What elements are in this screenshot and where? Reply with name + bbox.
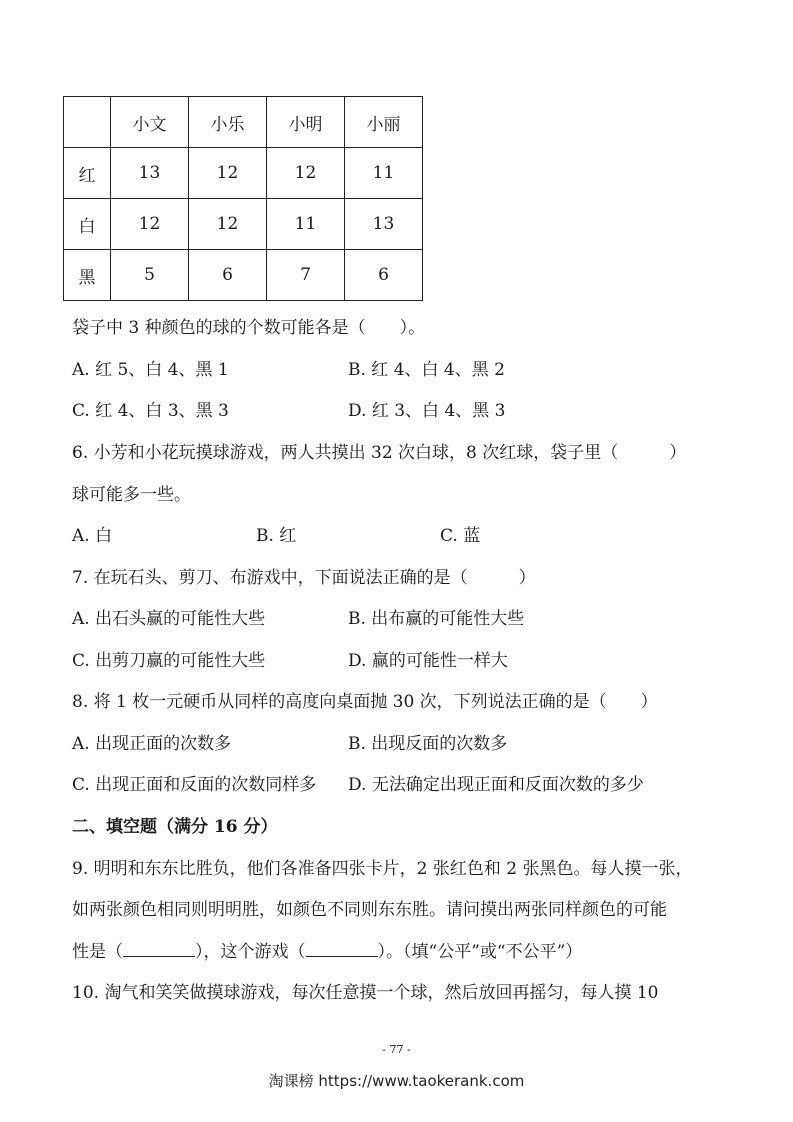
q8-stem: 8. 将 1 枚一元硬币从同样的高度向桌面抛 30 次，下列说法正确的是（ ） [72,692,658,712]
q8-option-b: B. 出现反面的次数多 [348,734,508,754]
table-header-row [64,97,423,148]
table-cell: 13 [111,148,189,199]
q6-stem-line-2: 球可能多一些。 [72,485,191,505]
table-row-label: 红 [64,148,111,199]
q6-stem-line-1: 6. 小芳和小花玩摸球游戏，两人共摸出 32 次白球，8 次红球，袋子里（ ） [72,443,687,463]
table-header-cell: 小文 [111,97,189,148]
q10-line-1: 10. 淘气和笑笑做摸球游戏，每次任意摸一个球，然后放回再摇匀，每人摸 10 [72,983,659,1003]
table-cell: 11 [267,199,345,250]
table-header-cell: 小乐 [189,97,267,148]
q9-line-2: 如两张颜色相同则明明胜，如颜色不同则东东胜。请问摸出两张同样颜色的可能 [72,900,667,920]
table-row-label: 白 [64,199,111,250]
q6-option-c: C. 蓝 [440,526,481,546]
table-cell: 12 [189,199,267,250]
table-cell: 12 [111,199,189,250]
q7-option-b: B. 出布赢的可能性大些 [348,609,525,629]
table-cell: 11 [345,148,423,199]
answer-blank[interactable] [306,940,378,957]
q6-option-b: B. 红 [256,526,297,546]
table-cell: 12 [189,148,267,199]
table-cell: 6 [189,250,267,301]
q5-option-c: C. 红 4、白 3、黑 3 [72,401,229,421]
table-header-cell: 小丽 [345,97,423,148]
q9-text-a: 性是（ [72,942,123,962]
table-row [64,199,423,250]
q5-option-d: D. 红 3、白 4、黑 3 [348,401,506,421]
table-row-label: 黑 [64,250,111,301]
q7-option-d: D. 赢的可能性一样大 [348,651,508,671]
table-cell: 7 [267,250,345,301]
q9-text-c: ）。（填“公平”或“不公平”） [377,942,583,962]
q5-option-a: A. 红 5、白 4、黑 1 [72,360,229,380]
section-heading: 二、填空题（满分 16 分） [72,817,278,837]
table-cell: 6 [345,250,423,301]
q8-option-a: A. 出现正面的次数多 [72,734,232,754]
q9-text-b: ），这个游戏（ [195,942,306,962]
q9-line-3 [72,940,753,964]
tally-table [63,96,423,301]
q7-option-a: A. 出石头赢的可能性大些 [72,609,266,629]
table-row [64,148,423,199]
q9-line-1: 9. 明明和东东比胜负，他们各准备四张卡片，2 张红色和 2 张黑色。每人摸一张， [72,859,693,879]
table-header-cell [64,97,111,148]
answer-blank[interactable] [123,940,195,957]
q5-stem: 袋子中 3 种颜色的球的个数可能各是（ ）。 [72,318,426,338]
q7-stem: 7. 在玩石头、剪刀、布游戏中，下面说法正确的是（ ） [72,568,536,588]
q8-option-d: D. 无法确定出现正面和反面次数的多少 [348,775,644,795]
page-number: - 77 - [382,1043,411,1056]
footer-watermark: 淘课榜 https://www.taokerank.com [268,1072,525,1090]
table-cell: 5 [111,250,189,301]
table-row [64,250,423,301]
q6-option-a: A. 白 [72,526,113,546]
table-cell: 12 [267,148,345,199]
q5-option-b: B. 红 4、白 4、黑 2 [348,360,505,380]
table-header-cell: 小明 [267,97,345,148]
table-cell: 13 [345,199,423,250]
q8-option-c: C. 出现正面和反面的次数同样多 [72,775,317,795]
q7-option-c: C. 出剪刀赢的可能性大些 [72,651,266,671]
